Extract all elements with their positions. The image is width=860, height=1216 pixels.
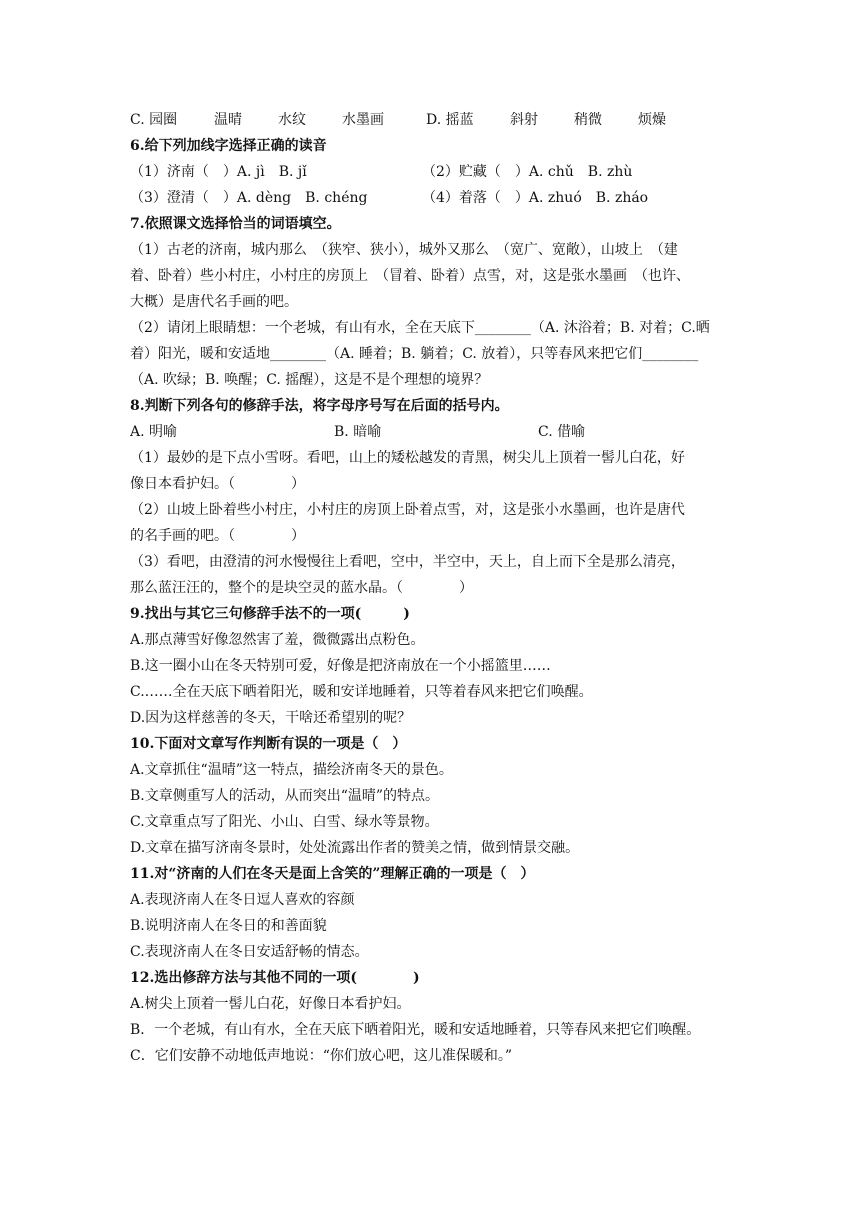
q10-option-c: C.文章重点写了阳光、小山、白雪、绿水等景物。	[130, 814, 439, 830]
q7-part2-line1: （2）请闭上眼睛想：一个老城，有山有水，全在天底下________（A. 沐浴着；B. 对着；C.晒	[130, 320, 710, 336]
q9-option-c: C.……全在天底下晒着阳光，暖和安详地睡着，只等着春风来把它们唤醒。	[130, 684, 593, 700]
option-d-word-2: 斜射	[510, 112, 538, 128]
q7-part1-line3: 大概）是唐代名手画的吧。	[130, 294, 298, 310]
q6-item-1: （1）济南（ ）A. jì B. jǐ	[130, 164, 307, 180]
option-d-word-1: D. 摇蓝	[426, 112, 474, 128]
q11-title: 11.对“济南的人们在冬天是面上含笑的”理解正确的一项是（ ）	[130, 866, 535, 882]
q8-option-c: C. 借喻	[538, 424, 586, 440]
q10-option-d: D.文章在描写济南冬景时，处处流露出作者的赞美之情，做到情景交融。	[130, 840, 580, 856]
q8-title: 8.判断下列各句的修辞手法，将字母序号写在后面的括号内。	[130, 398, 509, 414]
q7-part1-line1: （1）古老的济南，城内那么 （狭窄、狭小），城外又那么 （宽广、宽敞），山坡上 （建	[130, 242, 678, 258]
q6-item-4: （4）着落（ ）A. zhuó B. zháo	[422, 190, 649, 206]
q9-option-b: B.这一圈小山在冬天特别可爱，好像是把济南放在一个小摇篮里……	[130, 658, 551, 674]
q6-item-3: （3）澄清（ ）A. dèng B. chéng	[130, 190, 368, 206]
q8-options	[130, 419, 742, 445]
q8-sentence1-line2: 像日本看护妇。（ ）	[130, 476, 305, 492]
q8-sentence2-line2: 的名手画的吧。（ ）	[130, 528, 305, 544]
q7-part2-line3: （A. 吹绿；B. 唤醒；C. 摇醒），这是不是个理想的境界？	[130, 372, 489, 388]
q8-sentence1-line1: （1）最妙的是下点小雪呀。看吧，山上的矮松越发的青黑，树尖儿上顶着一髻儿白花，好	[130, 450, 685, 466]
q12-option-c: C．它们安静不动地低声地说：“你们放心吧，这儿准保暖和。”	[130, 1048, 513, 1064]
q7-part1-line2: 着、卧着）些小村庄，小村庄的房顶上 （冒着、卧着）点雪，对，这是张水墨画 （也许、	[130, 268, 690, 284]
option-c-word-1: C. 园圈	[130, 112, 178, 128]
q7-part2-line2: 着）阳光，暖和安适地________（A. 睡着；B. 躺着；C. 放着），只等春风来把它们________	[130, 346, 699, 362]
q6-row-2	[130, 185, 742, 211]
q9-option-d: D.因为这样慈善的冬天，干啥还希望别的呢？	[130, 710, 412, 726]
q8-sentence3-line1: （3）看吧，由澄清的河水慢慢往上看吧，空中，半空中，天上，自上而下全是那么清亮，	[130, 554, 685, 570]
q9-option-a: A.那点薄雪好像忽然害了羞，微微露出点粉色。	[130, 632, 425, 648]
q10-option-b: B.文章侧重写人的活动，从而突出“温晴”的特点。	[130, 788, 440, 804]
q7-title: 7.依照课文选择恰当的词语填空。	[130, 216, 341, 232]
q6-row-1	[130, 159, 742, 185]
q11-option-c: C.表现济南人在冬日安适舒畅的情态。	[130, 944, 369, 960]
q12-title: 12.选出修辞方法与其他不同的一项( )	[130, 970, 420, 986]
q11-option-a: A.表现济南人在冬日逗人喜欢的容颜	[130, 892, 355, 908]
option-c-word-4: 水墨画	[342, 112, 384, 128]
option-c-word-3: 水纹	[278, 112, 306, 128]
q8-sentence3-line2: 那么蓝汪汪的，整个的是块空灵的蓝水晶。（ ）	[130, 580, 473, 596]
q6-item-2: （2）贮藏（ ）A. chǔ B. zhù	[422, 164, 633, 180]
q10-option-a: A.文章抓住“温晴”这一特点，描绘济南冬天的景色。	[130, 762, 453, 778]
q9-title: 9.找出与其它三句修辞手法不的一项( )	[130, 606, 410, 622]
option-c-word-2: 温晴	[214, 112, 242, 128]
q5-options-c-d	[130, 107, 742, 133]
option-d-word-4: 烦燥	[638, 112, 666, 128]
q12-option-a: A.树尖上顶着一髻儿白花，好像日本看护妇。	[130, 996, 411, 1012]
q11-option-b: B.说明济南人在冬日的和善面貌	[130, 918, 327, 934]
q8-option-b: B. 暗喻	[334, 424, 382, 440]
q8-sentence2-line1: （2）山坡上卧着些小村庄，小村庄的房顶上卧着点雪，对，这是张小水墨画，也许是唐代	[130, 502, 685, 518]
q8-option-a: A. 明喻	[130, 424, 178, 440]
q10-title: 10.下面对文章写作判断有误的一项是（ ）	[130, 736, 407, 752]
q6-title: 6.给下列加线字选择正确的读音	[130, 138, 327, 154]
q12-option-b: B．一个老城，有山有水，全在天底下晒着阳光，暖和安适地睡着，只等春风来把它们唤醒。	[130, 1022, 701, 1038]
option-d-word-3: 稍微	[574, 112, 602, 128]
worksheet-content	[130, 107, 742, 1069]
